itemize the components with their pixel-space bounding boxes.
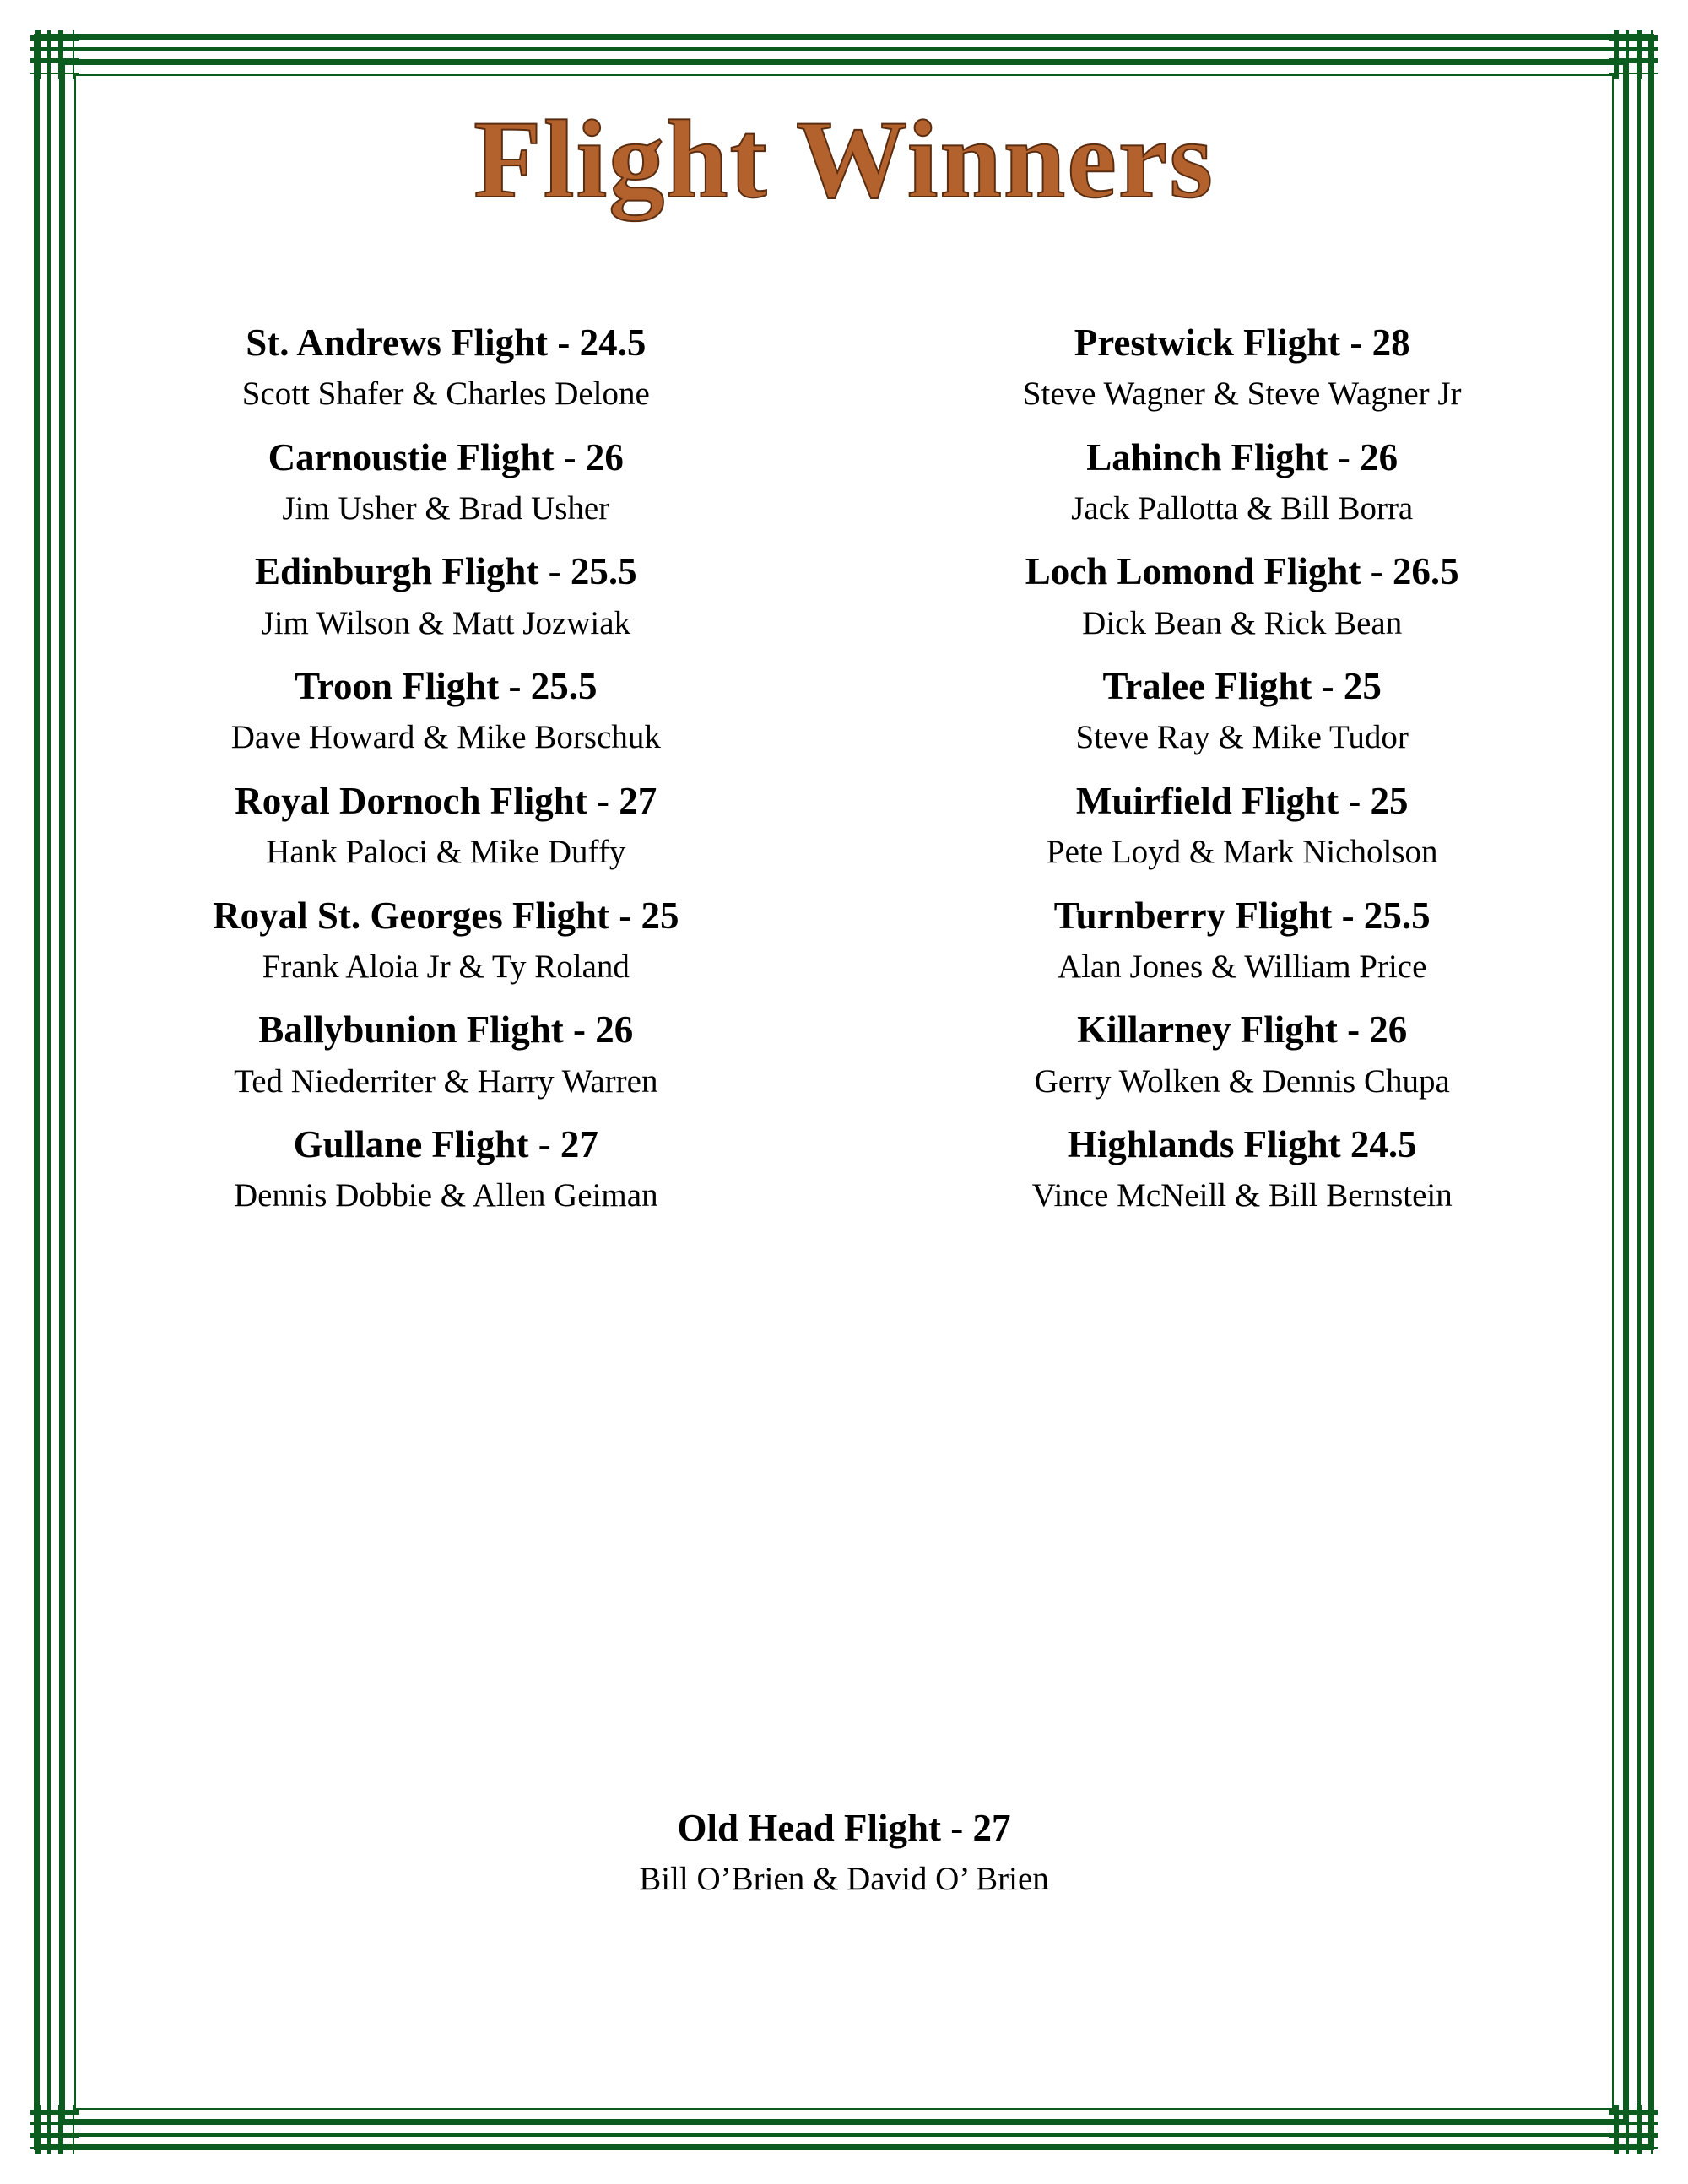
corner-knot-bottom-right: [1609, 2105, 1658, 2154]
flight-title: Killarney Flight - 26: [1077, 1008, 1408, 1051]
flight-title: Muirfield Flight - 25: [1075, 779, 1409, 822]
flight-entry: [889, 321, 1595, 417]
flight-winners: Steve Ray & Mike Tudor: [1075, 719, 1409, 756]
flight-winners: Frank Aloia Jr & Ty Roland: [262, 948, 630, 985]
flight-column-right: [889, 321, 1595, 1237]
flight-winners: Hank Paloci & Mike Duffy: [266, 834, 626, 871]
flight-title: Tralee Flight - 25: [1102, 665, 1382, 708]
flight-entry: [93, 779, 799, 875]
flight-winners: Dave Howard & Mike Borschuk: [230, 719, 661, 756]
corner-knot-top-right: [1609, 30, 1658, 79]
flight-title: Gullane Flight - 27: [293, 1123, 598, 1166]
flight-winners: Bill O’Brien & David O’ Brien: [639, 1861, 1049, 1898]
flight-winners: Dick Bean & Rick Bean: [1082, 604, 1403, 641]
flight-entry: [889, 435, 1595, 532]
flight-title: Prestwick Flight - 28: [1074, 322, 1410, 364]
flight-winners: Alan Jones & William Price: [1057, 948, 1427, 985]
flight-title: Troon Flight - 25.5: [295, 665, 598, 708]
flight-entry: [93, 549, 799, 646]
flight-winners: Dennis Dobbie & Allen Geiman: [234, 1177, 658, 1214]
flight-list: [93, 321, 1595, 1237]
flight-winners: Pete Loyd & Mark Nicholson: [1046, 834, 1438, 871]
flight-winners: Jim Usher & Brad Usher: [282, 489, 610, 527]
flight-title: Royal Dornoch Flight - 27: [235, 779, 657, 822]
flight-title: Loch Lomond Flight - 26.5: [1025, 550, 1459, 593]
flight-title: Old Head Flight - 27: [677, 1807, 1011, 1849]
flight-title: Carnoustie Flight - 26: [268, 435, 624, 478]
flight-winners: Jim Wilson & Matt Jozwiak: [261, 604, 631, 641]
flight-entry: [889, 549, 1595, 646]
flight-winners: Steve Wagner & Steve Wagner Jr: [1022, 376, 1462, 413]
flight-entry: [889, 779, 1595, 875]
corner-knot-top-left: [30, 30, 79, 79]
flight-entry: [93, 1008, 799, 1104]
flight-entry: [93, 435, 799, 532]
flight-entry: [93, 1122, 799, 1219]
flight-winners: Scott Shafer & Charles Delone: [241, 376, 650, 413]
flight-winners: Ted Niederriter & Harry Warren: [234, 1062, 658, 1100]
flight-title: St. Andrews Flight - 24.5: [246, 322, 647, 364]
flight-entry: [889, 1122, 1595, 1219]
flight-title: Highlands Flight 24.5: [1067, 1123, 1417, 1166]
flight-column-left: [93, 321, 799, 1237]
flight-title: Lahinch Flight - 26: [1086, 435, 1399, 478]
flight-entry: [889, 894, 1595, 990]
flight-title: Ballybunion Flight - 26: [258, 1008, 634, 1051]
flight-entry-old-head: [0, 1806, 1688, 1902]
flight-winners: Vince McNeill & Bill Bernstein: [1031, 1177, 1453, 1214]
flight-title: Royal St. Georges Flight - 25: [213, 894, 679, 937]
flight-entry: [93, 321, 799, 417]
flight-entry: [889, 664, 1595, 760]
flight-title: Turnberry Flight - 25.5: [1053, 894, 1431, 937]
flight-entry: [93, 664, 799, 760]
flight-winners: Jack Pallotta & Bill Borra: [1071, 489, 1414, 527]
flight-entry: [93, 894, 799, 990]
corner-knot-bottom-left: [30, 2105, 79, 2154]
flight-winners: Gerry Wolken & Dennis Chupa: [1034, 1062, 1450, 1100]
flight-entry: [889, 1008, 1595, 1104]
page-title: Flight Winners: [473, 97, 1215, 221]
flight-title: Edinburgh Flight - 25.5: [254, 550, 637, 593]
